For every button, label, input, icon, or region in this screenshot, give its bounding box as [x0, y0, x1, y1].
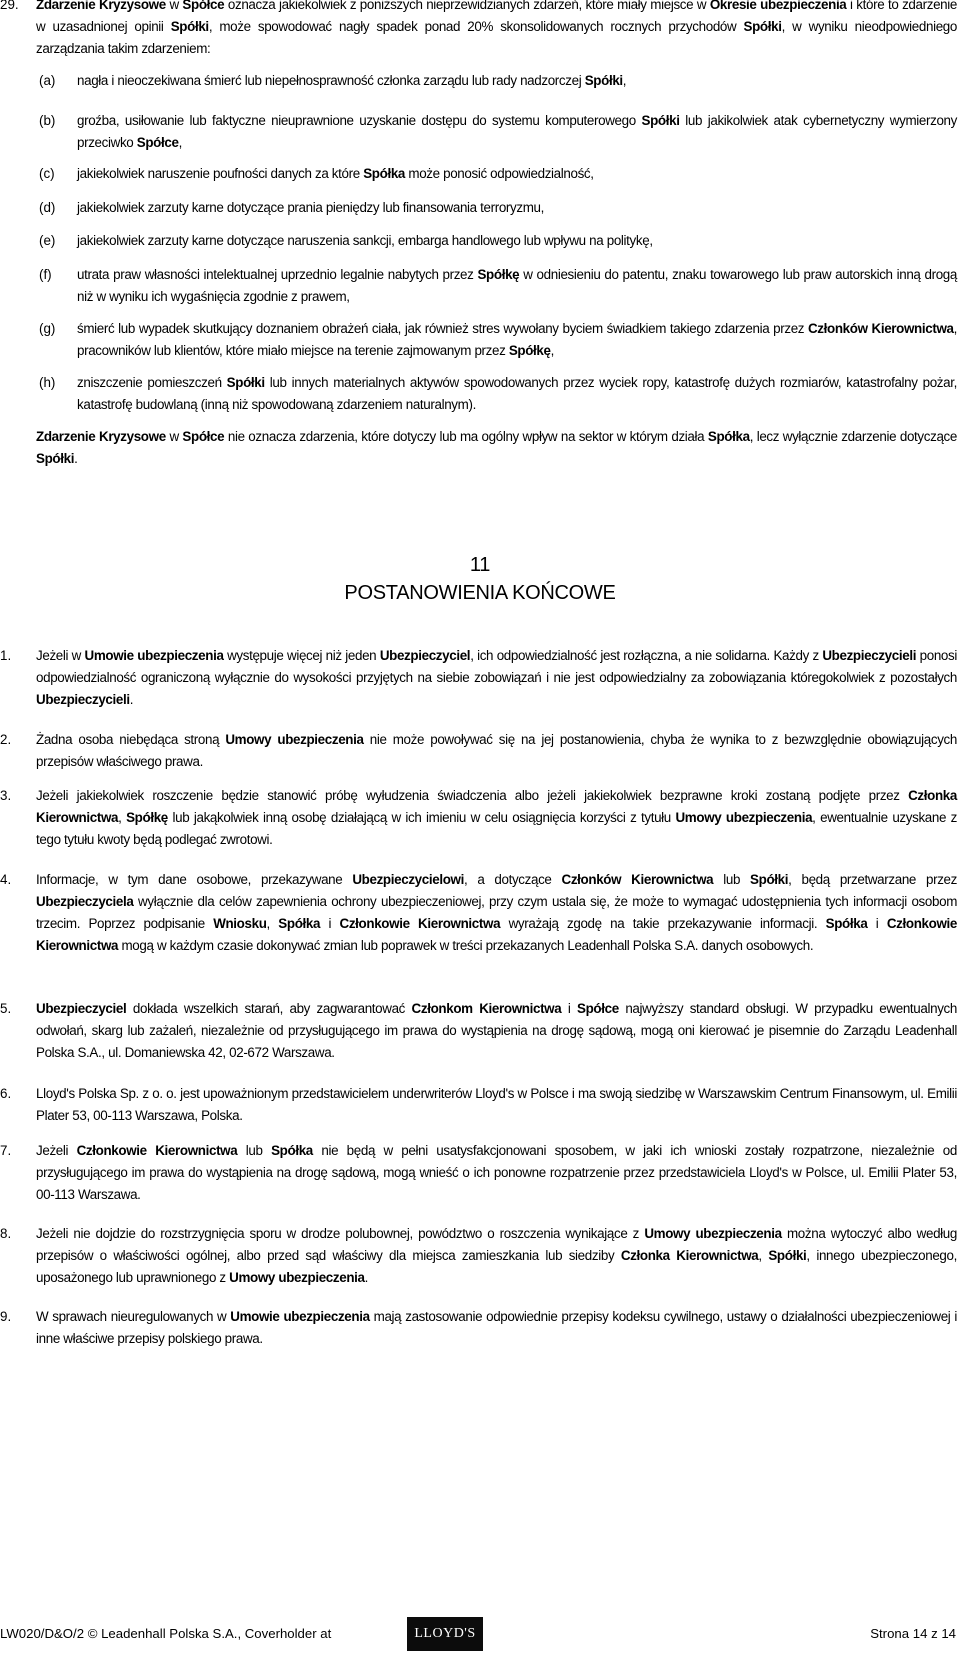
item-number-4: 4. — [0, 872, 12, 887]
list-label-a: (a) — [39, 73, 56, 88]
list-label-e: (e) — [39, 233, 56, 248]
list-item-f: utrata praw własności intelektualnej uprzednio legalnie nabytych przez Spółkę w odniesieniu do patentu, znaku towarowego lub praw autorskich inną drogą niż w wyniku ich wygaśnięcia zgodnie z prawem, — [77, 267, 957, 304]
list-item-b: groźba, usiłowanie lub faktyczne nieuprawnione uzyskanie dostępu do systemu komputerowego Spółki lub jakikolwiek atak cybernetyczny wymierzony przeciwko Spółce, — [77, 113, 957, 150]
list-label-g: (g) — [39, 321, 56, 336]
list-label-h: (h) — [39, 375, 56, 390]
item-number-8: 8. — [0, 1226, 12, 1241]
footer-left-text: LW020/D&O/2 © Leadenhall Polska S.A., Coverholder at — [0, 1626, 332, 1641]
list-item-a: nagła i nieoczekiwana śmierć lub niepełnosprawność członka zarządu lub rady nadzorczej Spółki, — [77, 73, 627, 88]
list-item-e: jakiekolwiek zarzuty karne dotyczące naruszenia sankcji, embarga handlowego lub wpływu na politykę, — [77, 233, 653, 248]
list-item-d: jakiekolwiek zarzuty karne dotyczące prania pieniędzy lub finansowania terroryzmu, — [77, 200, 544, 215]
lloyds-logo: LLOYD'S — [407, 1617, 483, 1651]
item-number-6: 6. — [0, 1086, 12, 1101]
list-label-d: (d) — [39, 200, 56, 215]
section-heading-number: 11 — [469, 554, 491, 576]
final-item-2: Żadna osoba niebędąca stroną Umowy ubezpieczenia nie może powoływać się na jej postanowienia, chyba że wynika to z bezwzględnie obowiązujących przepisów właściwego prawa. — [36, 732, 957, 769]
list-label-b: (b) — [39, 113, 56, 128]
item-number-2: 2. — [0, 732, 12, 747]
item-number-7: 7. — [0, 1143, 12, 1158]
item-number-3: 3. — [0, 788, 12, 803]
final-item-8: Jeżeli nie dojdzie do rozstrzygnięcia sporu w drodze polubownej, powództwo o roszczenia wynikające z Umowy ubezpieczenia można wytoczyć albo według przepisów o właściwości ogólnej, albo przed sąd właściwy dla miejsca zamieszkania lub siedziby Członka Kierownictwa, Spółki, innego ubezpieczonego, uposażonego lub uprawnionego z Umowy ubezpieczenia. — [36, 1226, 957, 1285]
final-item-6: Lloyd's Polska Sp. z o. o. jest upoważnionym przedstawicielem underwriterów Lloyd's w Polsce i ma swoją siedzibę w Warszawskim Centrum Finansowym, ul. Emilii Plater 53, 00-113 Warszawa, Polska. — [36, 1086, 957, 1123]
section-heading-title: POSTANOWIENIA KOŃCOWE — [344, 582, 616, 604]
closing-paragraph: Zdarzenie Kryzysowe w Spółce nie oznacza zdarzenia, które dotyczy lub ma ogólny wpływ na sektor w którym działa Spółka, lecz wyłącznie zdarzenie dotyczące Spółki. — [36, 429, 957, 466]
final-item-4: Informacje, w tym dane osobowe, przekazywane Ubezpieczycielowi, a dotyczące Członków Kierownictwa lub Spółki, będą przetwarzane przez Ubezpieczyciela wyłącznie dla celów zapewnienia ochrony ubezpieczeniowej, przy czym ustala się, że może to wymagać udostępnienia tych informacji osobom trzecim. Poprzez podpisanie Wniosku, Spółka i Członkowie Kierownictwa wyrażają zgodę na takie przekazywanie informacji. Spółka i Członkowie Kierownictwa mogą w każdym czasie dokonywać zmian lub poprawek w treści przekazanych Leadenhall Polska S.A. danych osobowych. — [36, 872, 957, 953]
final-item-1: Jeżeli w Umowie ubezpieczenia występuje więcej niż jeden Ubezpieczyciel, ich odpowiedzialność jest rozłączna, a nie solidarna. Każdy z Ubezpieczycieli ponosi odpowiedzialność ograniczoną wyłącznie do wysokości przyjętych na siebie zobowiązań i nie jest odpowiedzialny za zobowiązania któregokolwiek z pozostałych Ubezpieczycieli. — [36, 648, 957, 707]
item-number-1: 1. — [0, 648, 12, 663]
item-number-9: 9. — [0, 1309, 12, 1324]
page-number: Strona 14 z 14 — [870, 1626, 956, 1641]
final-item-5: Ubezpieczyciel dokłada wszelkich starań, aby zagwarantować Członkom Kierownictwa i Spółce najwyższy standard obsługi. W przypadku ewentualnych odwołań, skarg lub zażaleń, niezależnie od przysługującego im prawa do wystąpienia na drogę sądową, mogą oni kierować je pisemnie do Zarządu Leadenhall Polska S.A., ul. Domaniewska 42, 02-672 Warszawa. — [36, 1001, 957, 1060]
item-number-5: 5. — [0, 1001, 12, 1016]
list-label-c: (c) — [39, 166, 55, 181]
final-item-3: Jeżeli jakiekolwiek roszczenie będzie stanowić próbę wyłudzenia świadczenia albo jeżeli jakiekolwiek bezprawne kroki zostaną podjęte przez Członka Kierownictwa, Spółkę lub jakąkolwiek inną osobę działającą w ich imieniu w celu osiągnięcia korzyści z tytułu Umowy ubezpieczenia, ewentualnie uzyskane z tego tytułu kwoty będą podlegać zwrotowi. — [36, 788, 958, 847]
final-item-9: W sprawach nieuregulowanych w Umowie ubezpieczenia mają zastosowanie odpowiednie przepisy kodeksu cywilnego, ustawy o działalności ubezpieczeniowej i inne właściwe przepisy polskiego prawa. — [36, 1309, 957, 1346]
list-item-c: jakiekolwiek naruszenie poufności danych za które Spółka może ponosić odpowiedzialność, — [77, 166, 594, 181]
final-item-7: Jeżeli Członkowie Kierownictwa lub Spółka nie będą w pełni usatysfakcjonowani sposobem, w jaki ich wnioski zostały rozpatrzone, niezależnie od przysługującego im prawa do wystąpienia na drogę sądową, mogą wnieść o ich ponowne rozpatrzenie przez przedstawiciela Lloyd's w Polsce, ul. Emilii Plater 53, 00-113 Warszawa. — [36, 1143, 957, 1202]
section-number: 29. — [0, 0, 19, 12]
list-item-g: śmierć lub wypadek skutkujący doznaniem obrażeń ciała, jak również stres wywołany byciem świadkiem takiego zdarzenia przez Członków Kierownictwa, pracowników lub klientów, które miało miejsce na terenie zajmowanym przez Spółkę, — [77, 321, 957, 358]
list-label-f: (f) — [39, 267, 52, 282]
list-item-h: zniszczenie pomieszczeń Spółki lub innych materialnych aktywów spowodowanych przez wyciek ropy, katastrofę dużych rozmiarów, katastrofalny pożar, katastrofę budowlaną (inną niż spowodowaną zdarzeniem naturalnym). — [77, 375, 957, 412]
section-29-paragraph: Zdarzenie Kryzysowe w Spółce oznacza jakiekolwiek z poniższych nieprzewidzianych zdarzeń, które miały miejsce w Okresie ubezpieczenia i które to zdarzenie w uzasadnionej opinii Spółki, może spowodować nagły spadek ponad 20% skonsolidowanych rocznych przychodów Spółki, w wyniku nieodpowiedniego zarządzania takim zdarzeniem: — [36, 0, 957, 56]
